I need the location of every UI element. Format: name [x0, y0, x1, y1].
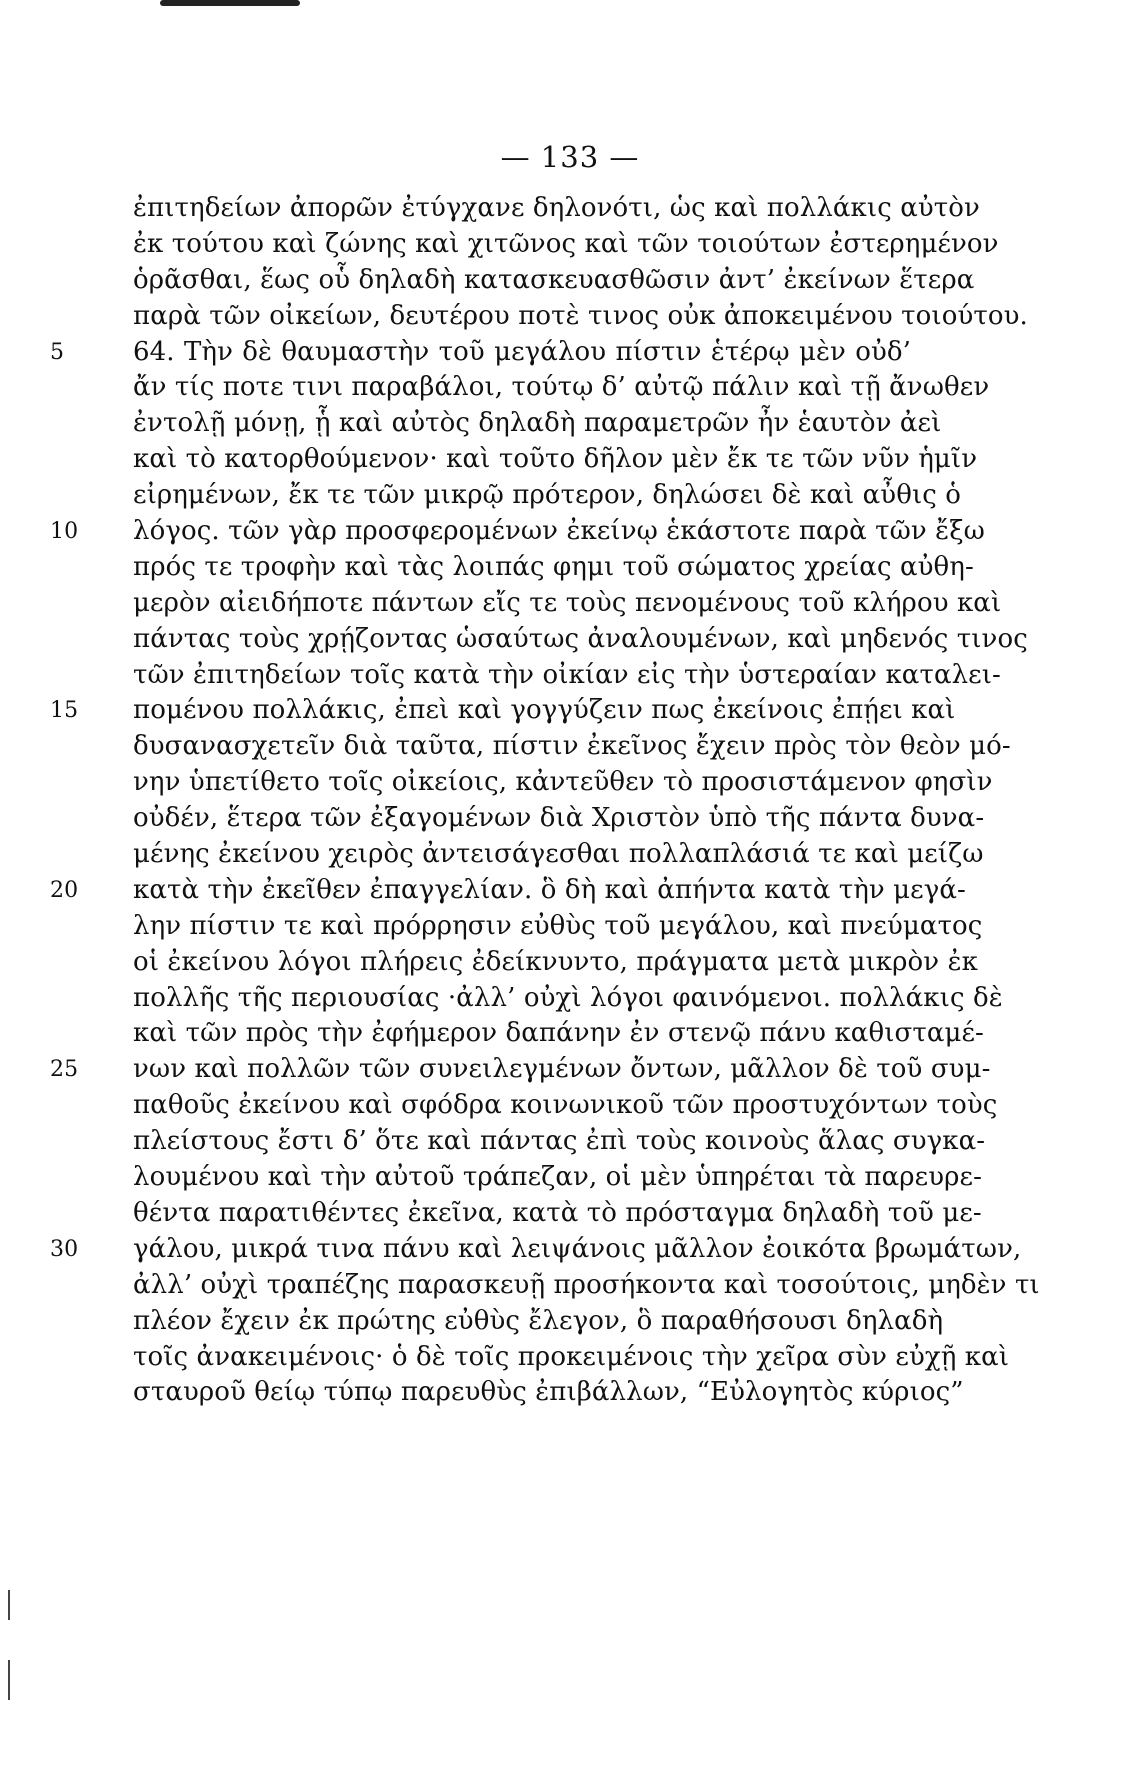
text-line [133, 1375, 964, 1411]
line-text: ἐκ τούτου καὶ ζώνης καὶ χιτῶνος καὶ τῶν τοιούτων ἐστερημένον [133, 228, 999, 259]
text-line [133, 945, 978, 981]
line-text: νων καὶ πολλῶν τῶν συνειλεγμένων ὄντων, μᾶλλον δὲ τοῦ συμ- [133, 1054, 991, 1085]
line-text: μερὸν αἰειδήποτε πάντων εἴς τε τοὺς πενομένους τοῦ κλήρου καὶ [133, 587, 1002, 618]
text-line [133, 1268, 1040, 1304]
line-text: ἐντολῇ μόνῃ, ᾗ καὶ αὐτὸς δηλαδὴ παραμετρῶν ἦν ἑαυτὸν ἀεὶ [133, 408, 942, 439]
text-line [133, 370, 990, 406]
text-line [133, 406, 942, 442]
line-number: 30 [50, 1236, 79, 1262]
line-text: δυσανασχετεῖν διὰ ταῦτα, πίστιν ἐκεῖνος ἔχειν πρὸς τὸν θεὸν μό- [133, 731, 1011, 762]
text-line [133, 299, 1028, 335]
page-number: — 133 — [500, 140, 640, 174]
text-line [133, 478, 962, 514]
text-line [133, 550, 974, 586]
line-text: ἀλλ’ οὐχὶ τραπέζης παρασκευῇ προσήκοντα καὶ τοσούτοις, μηδὲν τι [133, 1269, 1040, 1300]
line-text: κατὰ τὴν ἐκεῖθεν ἐπαγγελίαν. ὃ δὴ καὶ ἀπήντα κατὰ τὴν μεγά- [133, 874, 966, 905]
text-line [133, 729, 1011, 765]
line-text: 64. Τὴν δὲ θαυμαστὴν τοῦ μεγάλου πίστιν ἑτέρῳ μὲν οὐδ’ [133, 336, 911, 367]
line-text: παθοῦς ἐκείνου καὶ σφόδρα κοινωνικοῦ τῶν προστυχόντων τοὺς [133, 1090, 998, 1121]
line-number: 10 [50, 519, 79, 545]
line-text: μένης ἐκείνου χειρὸς ἀντεισάγεσθαι πολλαπλάσιά τε καὶ μείζω [133, 839, 984, 870]
scan-mark [160, 0, 300, 6]
line-text: καὶ τῶν πρὸς τὴν ἐφήμερον δαπάνην ἐν στενῷ πάνυ καθισταμέ- [133, 1018, 984, 1049]
line-text: παρὰ τῶν οἰκείων, δευτέρου ποτὲ τινος οὐκ ἀποκειμένου τοιούτου. [133, 300, 1028, 331]
line-text: γάλου, μικρά τινα πάνυ καὶ λειψάνοις μᾶλλον ἐοικότα βρωμάτων, [133, 1233, 1022, 1264]
line-number: 5 [50, 339, 65, 365]
line-text: σταυροῦ θείῳ τύπῳ παρευθὺς ἐπιβάλλων, “Εὐλογητὸς κύριος” [133, 1377, 964, 1408]
text-line [133, 586, 1002, 622]
line-number: 15 [50, 698, 79, 724]
line-text: πλείστους ἔστι δ’ ὅτε καὶ πάντας ἐπὶ τοὺς κοινοὺς ἅλας συγκα- [133, 1126, 986, 1157]
line-text: πάντας τοὺς χρῄζοντας ὡσαύτως ἀναλουμένων, καὶ μηδενός τινος [133, 623, 1028, 654]
body-text [50, 191, 1040, 1411]
line-text: πολλῆς τῆς περιουσίας ·ἀλλ’ οὐχὶ λόγοι φαινόμενοι. πολλάκις δὲ [133, 982, 1003, 1013]
line-text: πλέον ἔχειν ἐκ πρώτης εὐθὺς ἔλεγον, ὃ παραθήσουσι δηλαδὴ [133, 1305, 944, 1336]
text-line [133, 1160, 982, 1196]
text-line [133, 442, 978, 478]
line-text: νην ὑπετίθετο τοῖς οἰκείοις, κἀντεῦθεν τὸ προσιστάμενον φησὶν [133, 767, 993, 798]
text-line [133, 765, 993, 801]
line-number: 20 [50, 877, 79, 903]
text-line [133, 1196, 982, 1232]
text-line [50, 335, 911, 371]
text-line [133, 909, 983, 945]
line-text: οἱ ἐκείνου λόγοι πλήρεις ἐδείκνυντο, πράγματα μετὰ μικρὸν ἐκ [133, 946, 978, 977]
line-text: ἐπιτηδείων ἀπορῶν ἐτύγχανε δηλονότι, ὡς καὶ πολλάκις αὐτὸν [133, 193, 980, 223]
text-line [50, 873, 966, 909]
line-text: λόγος. τῶν γὰρ προσφερομένων ἐκείνῳ ἑκάστοτε παρὰ τῶν ἔξω [133, 516, 985, 547]
text-line [50, 514, 985, 550]
text-line [133, 263, 975, 299]
margin-mark [8, 1660, 10, 1700]
text-line [50, 1232, 1022, 1268]
line-text: ἄν τίς ποτε τινι παραβάλοι, τούτῳ δ’ αὐτῷ πάλιν καὶ τῇ ἄνωθεν [133, 372, 990, 403]
text-line [133, 227, 999, 263]
text-line [133, 1340, 1010, 1376]
line-text: οὐδέν, ἕτερα τῶν ἐξαγομένων διὰ Χριστὸν ὑπὸ τῆς πάντα δυνα- [133, 803, 985, 834]
line-text: θέντα παρατιθέντες ἐκεῖνα, κατὰ τὸ πρόσταγμα δηλαδὴ τοῦ με- [133, 1197, 982, 1228]
line-text: καὶ τὸ κατορθούμενον· καὶ τοῦτο δῆλον μὲν ἔκ τε τῶν νῦν ἡμῖν [133, 444, 978, 475]
text-line [133, 981, 1003, 1017]
text-line [133, 1016, 984, 1052]
text-line [133, 1088, 998, 1124]
line-text: τῶν ἐπιτηδείων τοῖς κατὰ τὴν οἰκίαν εἰς τὴν ὑστεραίαν καταλει- [133, 659, 1001, 690]
line-text: πρός τε τροφὴν καὶ τὰς λοιπάς φημι τοῦ σώματος χρείας αὐθη- [133, 551, 974, 582]
text-line [50, 1052, 991, 1088]
line-text: λην πίστιν τε καὶ πρόρρησιν εὐθὺς τοῦ μεγάλου, καὶ πνεύματος [133, 910, 983, 941]
text-line [133, 837, 984, 873]
margin-mark [8, 1590, 10, 1620]
text-line [133, 191, 980, 227]
text-line [133, 1124, 986, 1160]
line-text: εἰρημένων, ἔκ τε τῶν μικρῷ πρότερον, δηλώσει δὲ καὶ αὖθις ὁ [133, 480, 962, 511]
text-line [133, 1304, 944, 1340]
text-line [133, 801, 985, 837]
text-line [133, 622, 1028, 658]
line-text: τοῖς ἀνακειμένοις· ὁ δὲ τοῖς προκειμένοις τὴν χεῖρα σὺν εὐχῇ καὶ [133, 1341, 1010, 1372]
line-text: πομένου πολλάκις, ἐπεὶ καὶ γογγύζειν πως ἐκείνοις ἐπῄει καὶ [133, 695, 956, 726]
line-text: λουμένου καὶ τὴν αὐτοῦ τράπεζαν, οἱ μὲν ὑπηρέται τὰ παρευρε- [133, 1162, 982, 1193]
text-line [50, 693, 956, 729]
line-number: 25 [50, 1057, 79, 1083]
line-text: ὁρᾶσθαι, ἕως οὗ δηλαδὴ κατασκευασθῶσιν ἀντ’ ἐκείνων ἕτερα [133, 264, 975, 295]
text-line [133, 658, 1001, 694]
